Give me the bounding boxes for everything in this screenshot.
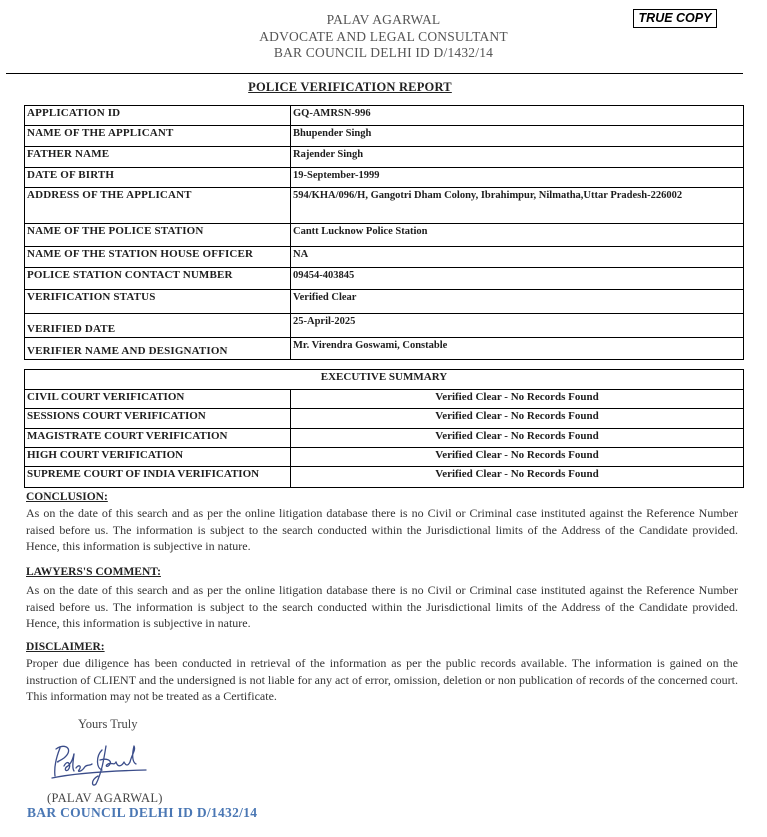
table-row xyxy=(25,188,744,224)
table-row xyxy=(25,268,744,290)
disclaimer-section xyxy=(26,640,738,705)
row-value: 19-September-1999 xyxy=(291,168,744,188)
report-title: POLICE VERIFICATION REPORT xyxy=(248,80,452,94)
table-row xyxy=(25,390,744,409)
row-label: DATE OF BIRTH xyxy=(25,168,291,188)
row-label: FATHER NAME xyxy=(25,147,291,168)
table-row xyxy=(25,247,744,268)
lawyers-comment-text: As on the date of this search and as per the online litigation database there is no Civil or Criminal case instituted against the Reference Number raised before us. The information is subject to the search conducted within the Jurisdictional limits of the Address of the Candidate provided. Hence, this information is subjective in nature. xyxy=(26,583,738,630)
table-row xyxy=(25,448,744,467)
table-row xyxy=(25,224,744,247)
row-value: 594/KHA/096/H, Gangotri Dham Colony, Ibrahimpur, Nilmatha,Uttar Pradesh-226002 xyxy=(291,188,744,224)
row-value: GQ-AMRSN-996 xyxy=(291,106,744,126)
table-row xyxy=(25,147,744,168)
row-value: Verified Clear - No Records Found xyxy=(291,448,744,467)
handwritten-signature xyxy=(46,740,156,790)
row-label: SUPREME COURT OF INDIA VERIFICATION xyxy=(25,467,291,488)
true-copy-stamp: TRUE COPY xyxy=(633,9,717,28)
row-label: MAGISTRATE COURT VERIFICATION xyxy=(25,429,291,448)
table-row xyxy=(25,168,744,188)
executive-summary-table xyxy=(24,369,744,488)
lawyers-comment-label: LAWYERS'S COMMENT: xyxy=(26,566,161,578)
row-label: ADDRESS OF THE APPLICANT xyxy=(25,188,291,224)
row-label: NAME OF THE STATION HOUSE OFFICER xyxy=(25,247,291,268)
row-value: Verified Clear - No Records Found xyxy=(291,390,744,409)
conclusion-label: CONCLUSION: xyxy=(26,491,108,503)
row-value: NA xyxy=(291,247,744,268)
row-value: 25-April-2025 xyxy=(291,314,744,338)
row-label: APPLICATION ID xyxy=(25,106,291,126)
row-label: POLICE STATION CONTACT NUMBER xyxy=(25,268,291,290)
disclaimer-label: DISCLAIMER: xyxy=(26,641,105,653)
table-row xyxy=(25,290,744,314)
row-label: CIVIL COURT VERIFICATION xyxy=(25,390,291,409)
row-label: NAME OF THE APPLICANT xyxy=(25,126,291,147)
signer-name: (PALAV AGARWAL) xyxy=(47,791,163,805)
table-row xyxy=(25,338,744,360)
conclusion-text: As on the date of this search and as per the online litigation database there is no Civil or Criminal case instituted against the Reference Number raised before us. The information is subject to the search conducted within the Jurisdictional limits of the Address of the Candidate provided. Hence, this information is subjective in nature. xyxy=(26,506,738,553)
row-label: VERIFIER NAME AND DESIGNATION xyxy=(25,338,291,360)
row-value: Verified Clear xyxy=(291,290,744,314)
row-label: SESSIONS COURT VERIFICATION xyxy=(25,409,291,429)
row-label: HIGH COURT VERIFICATION xyxy=(25,448,291,467)
row-value: Bhupender Singh xyxy=(291,126,744,147)
row-label: NAME OF THE POLICE STATION xyxy=(25,224,291,247)
advocate-name: PALAV AGARWAL xyxy=(326,12,441,27)
lawyers-comment-section xyxy=(26,565,738,632)
table-row xyxy=(25,314,744,338)
applicant-details-table xyxy=(24,105,744,360)
row-value: Verified Clear - No Records Found xyxy=(291,429,744,448)
row-value: Mr. Virendra Goswami, Constable xyxy=(291,338,744,360)
row-label: VERIFICATION STATUS xyxy=(25,290,291,314)
row-label: VERIFIED DATE xyxy=(25,314,291,338)
bar-council-id: BAR COUNCIL DELHI ID D/1432/14 xyxy=(273,45,494,60)
table-row xyxy=(25,429,744,448)
summary-heading-row xyxy=(25,370,744,390)
table-row xyxy=(25,106,744,126)
conclusion-section xyxy=(26,490,738,555)
row-value: 09454-403845 xyxy=(291,268,744,290)
executive-summary-heading: EXECUTIVE SUMMARY xyxy=(25,370,744,390)
row-value: Verified Clear - No Records Found xyxy=(291,409,744,429)
row-value: Rajender Singh xyxy=(291,147,744,168)
signer-bar-council-id: BAR COUNCIL DELHI ID D/1432/14 xyxy=(27,805,258,820)
closing-salutation: Yours Truly xyxy=(78,717,138,731)
table-row xyxy=(25,126,744,147)
table-row xyxy=(25,467,744,488)
table-row xyxy=(25,409,744,429)
advocate-designation: ADVOCATE AND LEGAL CONSULTANT xyxy=(259,28,508,44)
header-divider xyxy=(6,73,743,74)
row-value: Verified Clear - No Records Found xyxy=(291,467,744,488)
disclaimer-text: Proper due diligence has been conducted in retrieval of the information as per the public records available. The information is gained on the instruction of CLIENT and the undersigned is not liable for any act of error, omission, deletion or non publication of records of the concerned court. This information may not be treated as a Certificate. xyxy=(26,656,738,703)
row-value: Cantt Lucknow Police Station xyxy=(291,224,744,247)
